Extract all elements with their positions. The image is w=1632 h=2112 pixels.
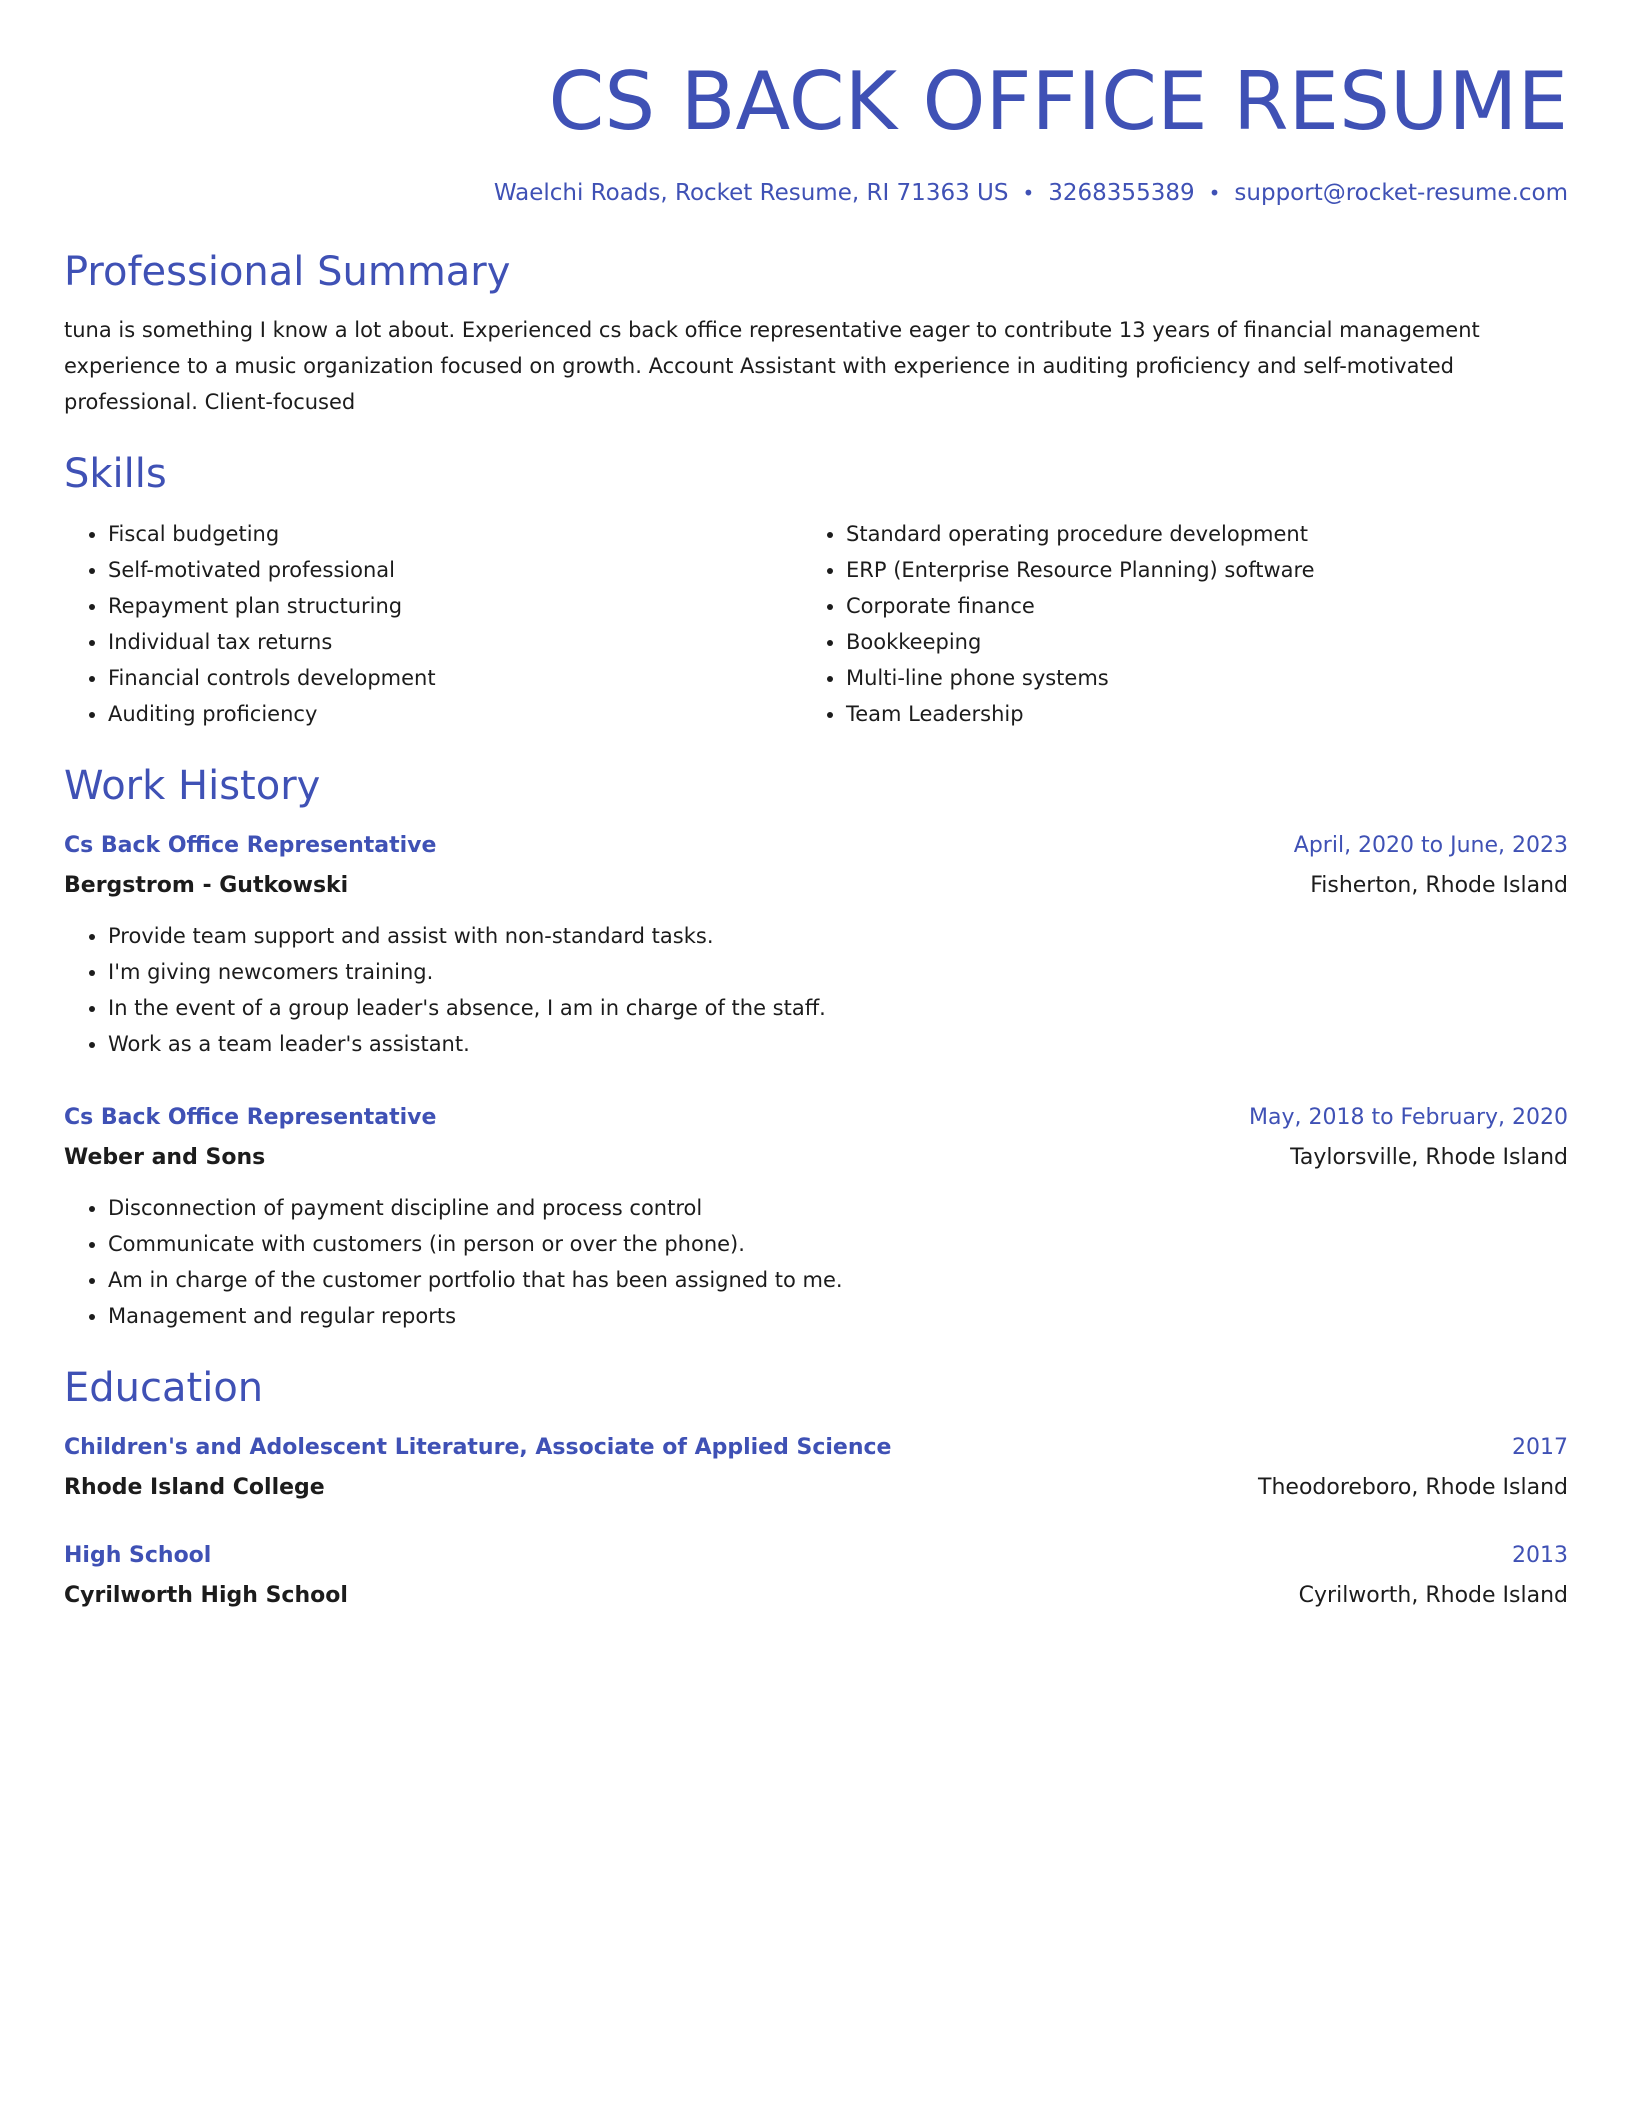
job-header-row xyxy=(64,826,1568,866)
skills-grid xyxy=(64,516,1568,732)
contact-phone: 3268355389 xyxy=(1048,180,1195,206)
education-header-row xyxy=(64,1428,1568,1468)
education-school: Rhode Island College xyxy=(64,1475,325,1500)
job-company-row xyxy=(64,1138,1568,1178)
job-duty: • Am in charge of the customer portfolio that has been assigned to me. xyxy=(108,1262,1568,1298)
education-year: 2013 xyxy=(1512,1543,1568,1568)
separator-dot: • xyxy=(1208,181,1221,205)
skill-item: • Multi-line phone systems xyxy=(846,660,1540,696)
job-company: Weber and Sons xyxy=(64,1145,266,1170)
job-company: Bergstrom - Gutkowski xyxy=(64,873,349,898)
skill-item: • Standard operating procedure development xyxy=(846,516,1540,552)
job-duty: • I'm giving newcomers training. xyxy=(108,954,1568,990)
skills-list-left xyxy=(64,516,802,732)
job-entry xyxy=(64,826,1568,1062)
summary-heading: Professional Summary xyxy=(64,249,511,295)
education-location: Theodoreboro, Rhode Island xyxy=(1258,1475,1568,1500)
job-duty: • Communicate with customers (in person or over the phone). xyxy=(108,1226,1568,1262)
skill-item: • Corporate finance xyxy=(846,588,1540,624)
job-duties xyxy=(64,1190,1568,1334)
contact-line xyxy=(64,178,1568,208)
education-entry xyxy=(64,1428,1568,1508)
job-role: Cs Back Office Representative xyxy=(64,833,437,858)
education-location: Cyrilworth, Rhode Island xyxy=(1298,1583,1568,1608)
education-heading: Education xyxy=(64,1365,264,1411)
job-duty: • In the event of a group leader's absence, I am in charge of the staff. xyxy=(108,990,1568,1026)
skill-item: • Individual tax returns xyxy=(108,624,802,660)
summary-section xyxy=(64,248,1568,420)
job-dates: April, 2020 to June, 2023 xyxy=(1293,833,1568,858)
education-school: Cyrilworth High School xyxy=(64,1583,348,1608)
work-history-section xyxy=(64,762,1568,1334)
skill-item: • Fiscal budgeting xyxy=(108,516,802,552)
contact-address: Waelchi Roads, Rocket Resume, RI 71363 US xyxy=(493,180,1009,206)
resume-header xyxy=(64,50,1568,208)
skill-item: • Self-motivated professional xyxy=(108,552,802,588)
job-entry xyxy=(64,1098,1568,1334)
resume-title: CS BACK OFFICE RESUME xyxy=(548,55,1568,148)
separator-dot: • xyxy=(1022,181,1035,205)
skill-item: • Team Leadership xyxy=(846,696,1540,732)
job-location: Fisherton, Rhode Island xyxy=(1310,873,1568,898)
contact-email[interactable]: support@rocket-resume.com xyxy=(1234,180,1568,206)
skills-heading: Skills xyxy=(64,451,167,497)
job-company-row xyxy=(64,866,1568,906)
education-degree: High School xyxy=(64,1543,212,1568)
job-role: Cs Back Office Representative xyxy=(64,1105,437,1130)
job-duty: • Provide team support and assist with non-standard tasks. xyxy=(108,918,1568,954)
education-year: 2017 xyxy=(1512,1435,1568,1460)
skill-item: • ERP (Enterprise Resource Planning) software xyxy=(846,552,1540,588)
job-duty: • Disconnection of payment discipline and process control xyxy=(108,1190,1568,1226)
job-location: Taylorsville, Rhode Island xyxy=(1290,1145,1568,1170)
education-degree: Children's and Adolescent Literature, Associate of Applied Science xyxy=(64,1435,892,1460)
job-header-row xyxy=(64,1098,1568,1138)
skills-section xyxy=(64,450,1568,732)
skill-item: • Bookkeeping xyxy=(846,624,1540,660)
education-section xyxy=(64,1364,1568,1616)
job-duty: • Work as a team leader's assistant. xyxy=(108,1026,1568,1062)
job-dates: May, 2018 to February, 2020 xyxy=(1249,1105,1568,1130)
education-school-row xyxy=(64,1468,1568,1508)
skill-item: • Financial controls development xyxy=(108,660,802,696)
skills-list-right xyxy=(802,516,1540,732)
education-entry xyxy=(64,1536,1568,1616)
job-duties xyxy=(64,918,1568,1062)
skill-item: • Repayment plan structuring xyxy=(108,588,802,624)
education-school-row xyxy=(64,1576,1568,1616)
work-history-heading: Work History xyxy=(64,763,321,809)
job-duty: • Management and regular reports xyxy=(108,1298,1568,1334)
skill-item: • Auditing proficiency xyxy=(108,696,802,732)
education-header-row xyxy=(64,1536,1568,1576)
summary-text: tuna is something I know a lot about. Experienced cs back office representative eager to contribute 13 years of financial management experience to a music organization focused on growth. Account Assistant with experience in auditing proficiency and self-motivated professional. Client-focused xyxy=(64,318,1480,414)
